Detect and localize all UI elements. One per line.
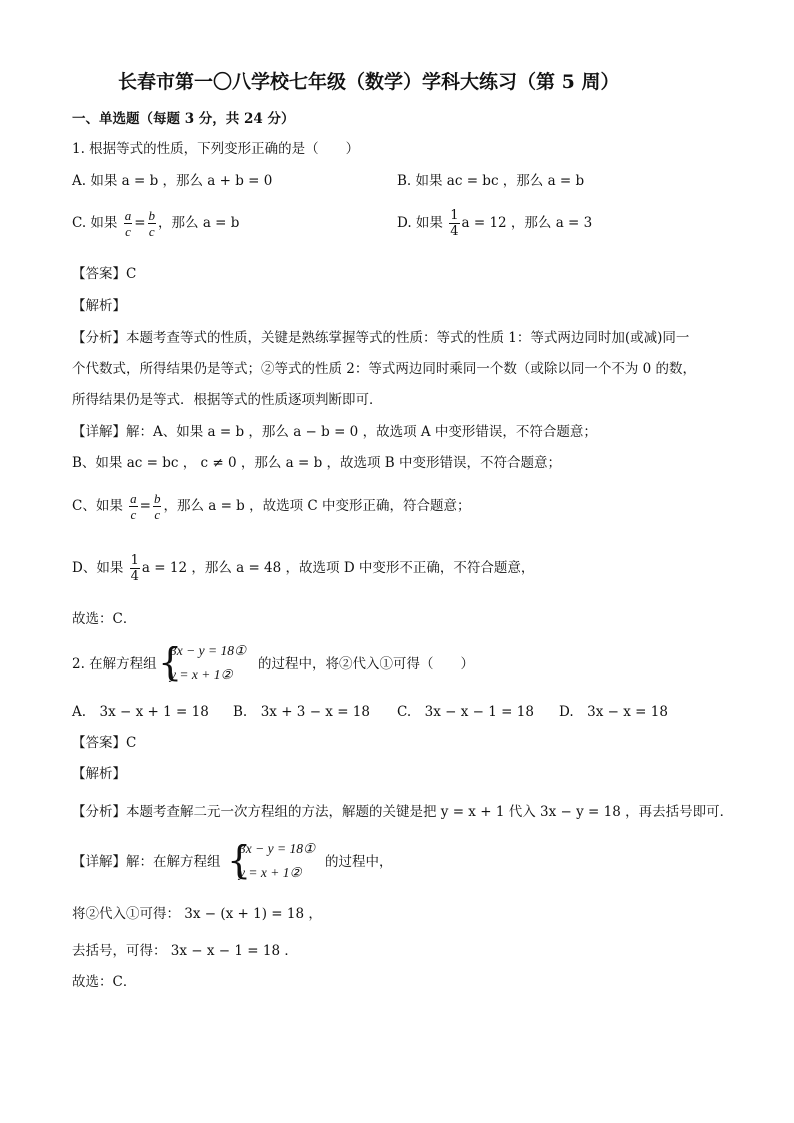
q2-analysis: 【分析】本题考查解二元一次方程组的方法，解题的关键是把 y = x + 1 代入 3x − y = 18 ，再去括号即可． [72,804,734,820]
q2-answer: 【答案】C [72,735,137,751]
denominator: c [130,507,137,522]
q2-detail-equation-system [227,838,327,886]
equation-1: 3x − y = 18① [170,643,247,658]
fraction [130,553,140,584]
fraction [153,491,162,522]
q2-equation-system [158,640,258,688]
q1-option-b: B. 如果 ac = bc ，那么 a = b [397,173,585,189]
q2-option-b: B. 3x + 3 − x = 18 [233,704,370,720]
q2-detail-prefix: 【详解】解：在解方程组 [72,854,221,870]
q1-jiexi-label: 【解析】 [72,298,126,314]
denominator: c [148,224,155,239]
q1-option-d-suffix: a = 12 ，那么 a = 3 [461,215,593,231]
q2-jiexi-label: 【解析】 [72,766,126,782]
q2-detail-suffix: 的过程中， [325,854,393,870]
equals: = [134,215,146,231]
q2-choose: 故选：C． [72,974,137,990]
numerator: b [153,491,161,506]
numerator: a [124,208,132,223]
q2-step-1: 将②代入①可得： 3x − (x + 1) = 18 ， [72,906,322,922]
q1-analysis-line-3: 所得结果仍是等式．根据等式的性质逐项判断即可． [72,392,383,408]
q1-answer: 【答案】C [72,266,137,282]
q1-stem: 1. 根据等式的性质，下列变形正确的是（ ） [72,141,360,157]
fraction [129,491,138,522]
q1-option-a: A. 如果 a = b ，那么 a + b = 0 [72,173,273,189]
numerator: 1 [450,208,459,223]
q1-detail-3-prefix: C、如果 [72,498,123,514]
numerator: a [130,491,137,506]
denominator: 4 [130,569,139,584]
q1-option-c [72,208,239,239]
denominator: 4 [450,224,459,239]
q1-detail-line-4 [72,553,534,584]
denominator: c [125,224,131,239]
equals: = [139,498,151,514]
q1-detail-line-3 [72,491,471,522]
numerator: 1 [130,553,139,568]
equation-1: 3x − y = 18① [239,841,316,856]
q1-detail-4-suffix: a = 12 ，那么 a = 48 ，故选项 D 中变形不正确，不符合题意， [141,560,535,576]
q2-option-d: D. 3x − x = 18 [559,704,668,720]
q2-stem-suffix: 的过程中，将②代入①可得（ ） [258,656,474,672]
q1-option-d-prefix: D. 如果 [397,215,443,231]
q1-option-c-prefix: C. 如果 [72,215,118,231]
q1-detail-line-1: 【详解】解：A、如果 a = b ，那么 a − b = 0 ，故选项 A 中变形错误，不符合题意； [72,424,597,440]
brace: { [227,838,252,882]
q1-detail-3-suffix: ，那么 a = b ，故选项 C 中变形正确，符合题意； [163,498,471,514]
fraction [124,208,133,239]
q1-detail-4-prefix: D、如果 [72,560,124,576]
q1-detail-line-2: B、如果 ac = bc ， c ≠ 0 ，那么 a = b ，故选项 B 中变形错误，不符合题意； [72,455,562,471]
equation-2: y = x + 1② [239,865,302,880]
q1-analysis-line-2: 个代数式，所得结果仍是等式；②等式的性质 2：等式两边同时乘同一个数（或除以同一个不为 0 的数， [72,361,697,377]
q2-option-a: A. 3x − x + 1 = 18 [72,704,209,720]
q1-choose: 故选：C． [72,611,137,627]
section-heading: 一、单选题（每题 3 分，共 24 分） [72,111,295,127]
q2-option-c: C. 3x − x − 1 = 18 [397,704,534,720]
fraction [148,208,157,239]
equation-2: y = x + 1② [170,667,233,682]
q1-option-d [397,208,592,239]
q2-stem-prefix: 2. 在解方程组 [72,656,157,672]
page-title: 长春市第一〇八学校七年级（数学）学科大练习（第 5 周） [118,71,620,93]
numerator: b [148,208,156,223]
q1-option-c-suffix: ，那么 a = b [158,215,240,231]
brace: { [158,640,183,684]
fraction [449,208,459,239]
denominator: c [154,507,161,522]
q1-analysis-line-1: 【分析】本题考查等式的性质，关键是熟练掌握等式的性质：等式的性质 1：等式两边同时加(或减)同一 [72,330,690,346]
q2-step-2: 去括号，可得： 3x − x − 1 = 18 ． [72,943,298,959]
